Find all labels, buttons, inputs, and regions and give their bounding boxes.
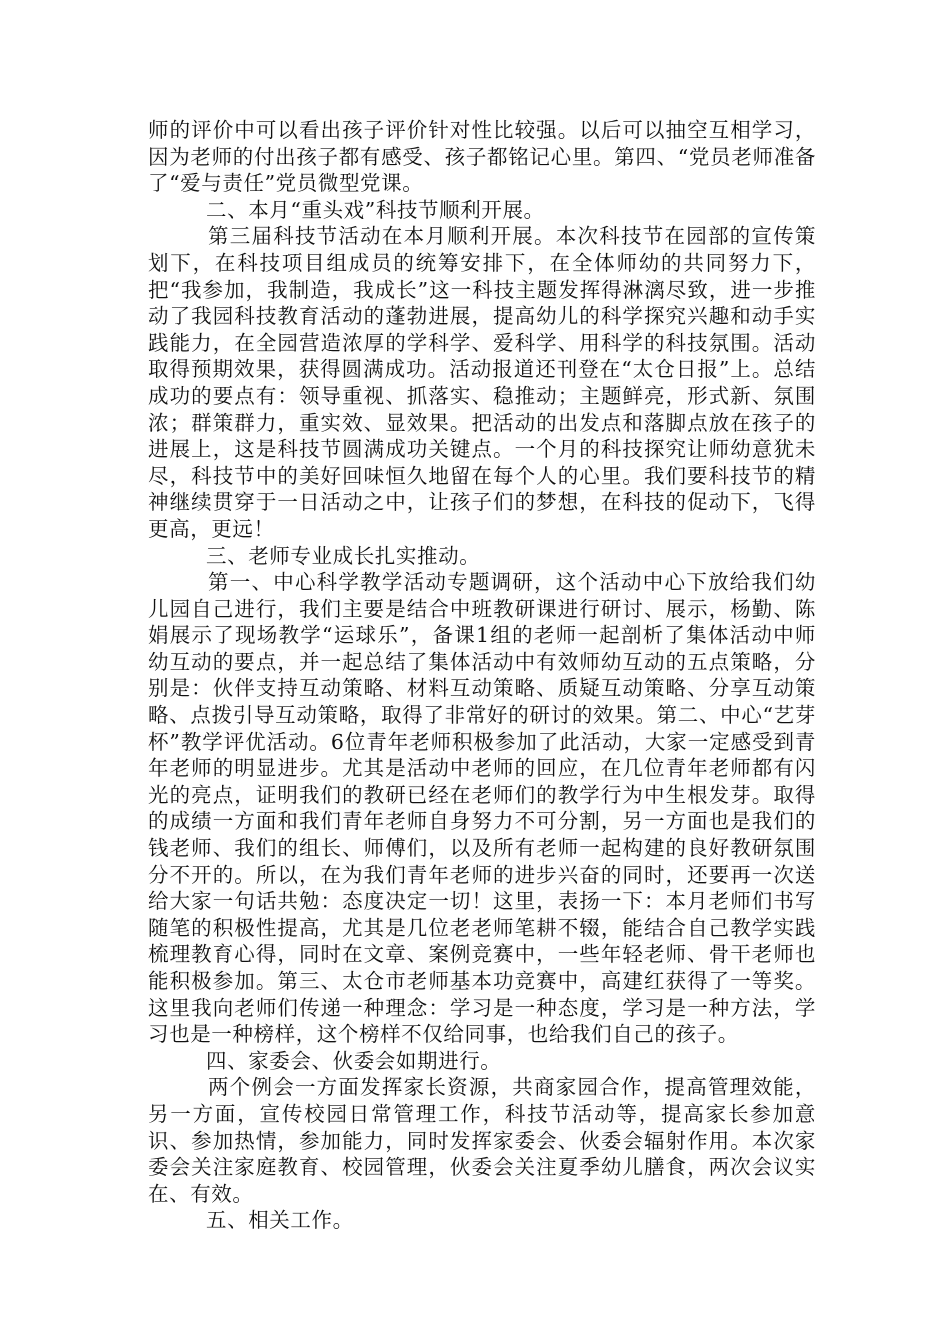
section-heading-2: 二、本月“重头戏”科技节顺利开展。	[206, 197, 545, 222]
paragraph-science-festival: 第三届科技节活动在本月顺利开展。本次科技节在园部的宣传策划下，在科技项目组成员的统筹安排下，在全体师幼的共同努力下，把“我参加，我制造，我成长”这一科技主题发挥得淋漓尽致，进一步推动了我园科技教育活动的蓬勃进展，提高幼儿的科学探究兴趣和动手实践能力，在全园营造浓厚的学科学、爱科学、用科学的科技氛围。活动取得预期效果，获得圆满成功。活动报道还刊登在“太仓日报”上。总结成功的要点有：领导重视、抓落实、稳推动；主题鲜亮，形式新、氛围浓；群策群力，重实效、显效果。把活动的出发点和落脚点放在孩子的进展上，这是科技节圆满成功关键点。一个月的科技探究让师幼意犹未尽，科技节中的美好回味恒久地留在每个人的心里。我们要科技节的精神继续贯穿于一日活动之中，让孩子们的梦想，在科技的促动下，飞得更高，更远！	[148, 224, 816, 541]
document-body	[148, 117, 816, 1234]
section-heading-5: 五、相关工作。	[206, 1208, 354, 1233]
section-heading-3: 三、老师专业成长扎实推动。	[206, 543, 481, 568]
paragraph-teacher-growth: 第一、中心科学教学活动专题调研，这个活动中心下放给我们幼儿园自己进行，我们主要是结合中班教研课进行研讨、展示，杨勤、陈娟展示了现场教学“运球乐”，备课1组的老师一起剖析了集体活动中师幼互动的要点，并一起总结了集体活动中有效师幼互动的五点策略，分别是：伙伴支持互动策略、材料互动策略、质疑互动策略、分享互动策略、点拨引导互动策略，取得了非常好的研讨的效果。第二、中心“艺芽杯”教学评优活动。6位青年老师积极参加了此活动，大家一定感受到青年老师的明显进步。尤其是活动中老师的回应，在几位青年老师都有闪光的亮点，证明我们的教研已经在老师们的教学行为中生根发芽。取得的成绩一方面和我们青年老师自身努力不可分割，另一方面也是我们的钱老师、我们的组长、师傅们，以及所有老师一起构建的良好教研氛围分不开的。所以，在为我们青年老师的进步兴奋的同时，还要再一次送给大家一句话共勉：态度决定一切！这里，表扬一下：本月老师们书写随笔的积极性提高，尤其是几位老老师笔耕不辍，能结合自己教学实践梳理教育心得，同时在文章、案例竞赛中，一些年轻老师、骨干老师也能积极参加。第三、太仓市老师基本功竞赛中，高建红获得了一等奖。这里我向老师们传递一种理念：学习是一种态度，学习是一种方法，学习也是一种榜样，这个榜样不仅给同事，也给我们自己的孩子。	[148, 570, 816, 1047]
section-heading-4: 四、家委会、伙委会如期进行。	[206, 1048, 502, 1073]
paragraph-continuation: 师的评价中可以看出孩子评价针对性比较强。以后可以抽空互相学习，因为老师的付出孩子都有感受、孩子都铭记心里。第四、“党员老师准备了“爱与责任”党员微型党课。	[148, 118, 816, 196]
paragraph-parent-committee: 两个例会一方面发挥家长资源，共商家园合作，提高管理效能，另一方面，宣传校园日常管理工作，科技节活动等，提高家长参加意识、参加热情，参加能力，同时发挥家委会、伙委会辐射作用。本次家委会关注家庭教育、校园管理，伙委会关注夏季幼儿膳食，两次会议实在、有效。	[148, 1075, 816, 1206]
